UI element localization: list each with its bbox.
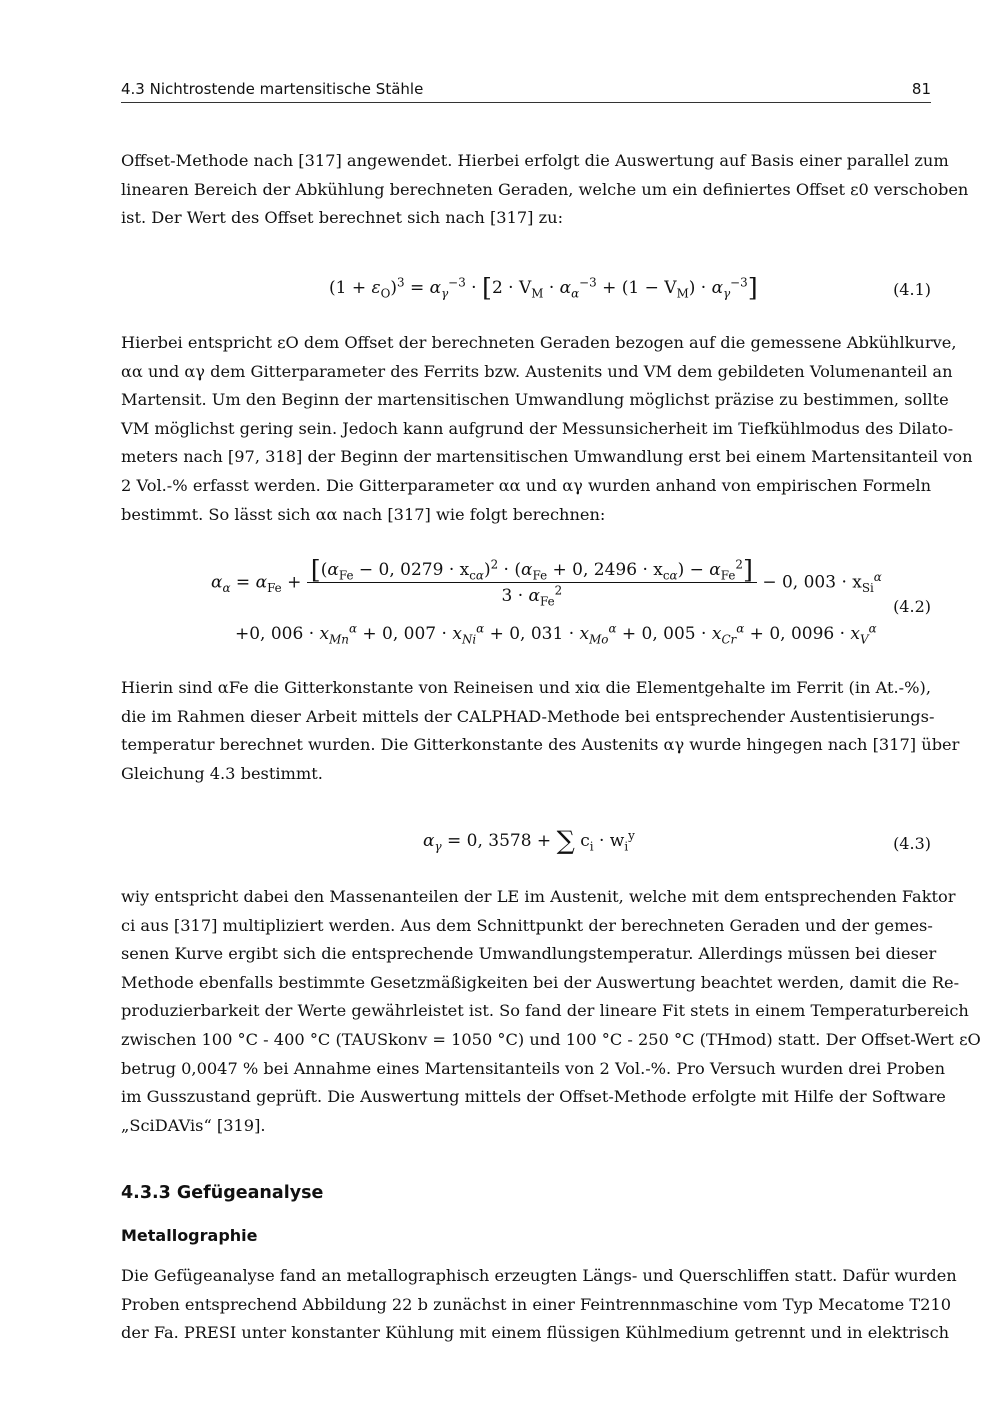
equation-fraction: $\frac{[(\alpha_{Fe} - 0, 0279 \cdot x_{c\alpha})^2 \cdot (\alpha_{Fe} + 0, 2496 \cdot x_{c\alpha}) - \alpha_{Fe}^2]}{3 \cdot \alpha_{Fe}^2}$: [307, 560, 757, 606]
text-line: der Fa. PRESI unter konstanter Kühlung mit einem flüssigen Kühlmedium getrennt und in elektrisch: [121, 1323, 950, 1343]
text-line: 2 Vol.-% erfasst werden. Die Gitterparameter αα und αγ wurden anhand von empirischen Formeln: [121, 475, 931, 495]
text-line: die im Rahmen dieser Arbeit mittels der CALPHAD-Methode bei entsprechender Austentisierungs-: [121, 706, 935, 726]
text-line: Proben entsprechend Abbildung 22 b zunächst in einer Feintrennmaschine vom Typ Mecatome T210: [121, 1294, 952, 1314]
equation-number: (4.1): [893, 280, 931, 299]
text-line: produzierbarkeit der Werte gewährleistet ist. So fand der lineare Fit stets in einem Temperaturbereich: [121, 1001, 969, 1021]
equation-4-3: [121, 826, 931, 861]
running-header: [121, 78, 931, 103]
running-header-title: 4.3 Nichtrostende martensitische Stähle: [121, 80, 424, 98]
equation-number: (4.2): [893, 597, 931, 616]
text-line: zwischen 100 °C - 400 °C (TAUSkonv = 1050 °C) und 100 °C - 250 °C (THmod) statt. Der Offset-Wert εO: [121, 1029, 981, 1049]
text-line: Hierbei entspricht εO dem Offset der berechneten Geraden bezogen auf die gemessene Abkühlkurve,: [121, 333, 957, 352]
subsection-heading: 4.3.3 Gefügeanalyse: [121, 1183, 324, 1203]
equation-body-line-2: +0, $006 \cdot x_{Mn}^\alpha + 0$, $007 \cdot x_{Ni}^\alpha + 0$, $031 \cdot x_{Mo}^\alpha + 0$, $005 \cdot x_{Cr}^\alpha + 0$, $0096 \cdot x_V^\alpha$: [235, 621, 877, 647]
text-line: ist. Der Wert des Offset berechnet sich nach [317] zu:: [121, 208, 564, 228]
paragraph-offset-method: [121, 147, 969, 233]
paragraph-evaluation: [121, 883, 981, 1140]
text-line: wiy entspricht dabei den Massenanteilen der LE im Austenit, welche mit dem entsprechenden Faktor: [121, 887, 956, 906]
paragraph-lattice-constants: [121, 674, 960, 788]
equation-4-1: [121, 275, 931, 307]
text-line: Methode ebenfalls bestimmte Gesetzmäßigkeiten bei der Auswertung beachtet werden, damit die Re-: [121, 972, 960, 992]
text-line: αα und αγ dem Gitterparameter des Ferrits bzw. Austenits und VM dem gebildeten Volumenanteil an: [121, 361, 953, 381]
text-line: temperatur berechnet wurden. Die Gitterkonstante des Austenits αγ wurde hingegen nach [317] über: [121, 735, 960, 755]
text-line: linearen Bereich der Abkühlung berechneten Geraden, welche um ein definiertes Offset ε0 verschoben: [121, 179, 969, 199]
text-line: betrug 0,0047 % bei Annahme eines Martensitanteils von 2 Vol.-%. Pro Versuch wurden drei Proben: [121, 1058, 946, 1078]
text-line: Hierin sind αFe die Gitterkonstante von Reineisen und xiα die Elementgehalte im Ferrit (in At.-%),: [121, 678, 931, 697]
text-line: senen Kurve ergibt sich die entsprechende Umwandlungstemperatur. Allerdings müssen bei dieser: [121, 944, 937, 964]
page-number: 81: [911, 80, 931, 98]
equation-4-2: [121, 555, 931, 652]
paragraph-microstructure: [121, 1262, 957, 1348]
paragraph-offset-explanation: [121, 329, 973, 529]
equation-body: $\alpha_\gamma = 0$, 3578 + ∑ $c_i \cdot w_i^y$: [423, 826, 635, 856]
paragraph-heading: Metallographie: [121, 1226, 258, 1245]
equation-body-line-1: $\alpha_\alpha = \alpha_{Fe}$ + $\frac{[(\alpha_{Fe} - 0, 0279 \cdot x_{c\alpha})^2 \cdot (\alpha_{Fe} + 0, 2496 \cdot x_{c\alpha}) - \alpha_{Fe}^2]}{3 \cdot \alpha_{Fe}^2}$ − 0, $003 \cdot x_{Si}^\alpha$: [211, 555, 882, 609]
text-line: meters nach [97, 318] der Beginn der martensitischen Umwandlung erst bei einem Martensitanteil von: [121, 447, 973, 467]
text-line: im Gusszustand geprüft. Die Auswertung mittels der Offset-Methode erfolgte mit Hilfe der Software: [121, 1087, 946, 1107]
text-line: Die Gefügeanalyse fand an metallographisch erzeugten Längs- und Querschliffen statt. Dafür wurden: [121, 1266, 957, 1285]
text-line: Gleichung 4.3 bestimmt.: [121, 763, 323, 783]
equation-body: $(1 + \varepsilon_O)^3 = \alpha_\gamma^{-3} \cdot [2 \cdot V_M \cdot \alpha_\alpha^{-3} + (1 - V_M) \cdot \alpha_\gamma^{-3}]$: [329, 273, 758, 303]
text-line: Martensit. Um den Beginn der martensitischen Umwandlung möglichst präzise zu bestimmen, sollte: [121, 390, 949, 410]
text-line: Offset-Methode nach [317] angewendet. Hierbei erfolgt die Auswertung auf Basis einer parallel zum: [121, 151, 949, 170]
text-line: bestimmt. So lässt sich αα nach [317] wie folgt berechnen:: [121, 504, 606, 524]
equation-number: (4.3): [893, 834, 931, 853]
text-line: „SciDAVis“ [319].: [121, 1115, 266, 1135]
text-line: ci aus [317] multipliziert werden. Aus dem Schnittpunkt der berechneten Geraden und der gemes-: [121, 915, 933, 935]
text-line: VM möglichst gering sein. Jedoch kann aufgrund der Messunsicherheit im Tiefkühlmodus des Dilato-: [121, 418, 954, 438]
